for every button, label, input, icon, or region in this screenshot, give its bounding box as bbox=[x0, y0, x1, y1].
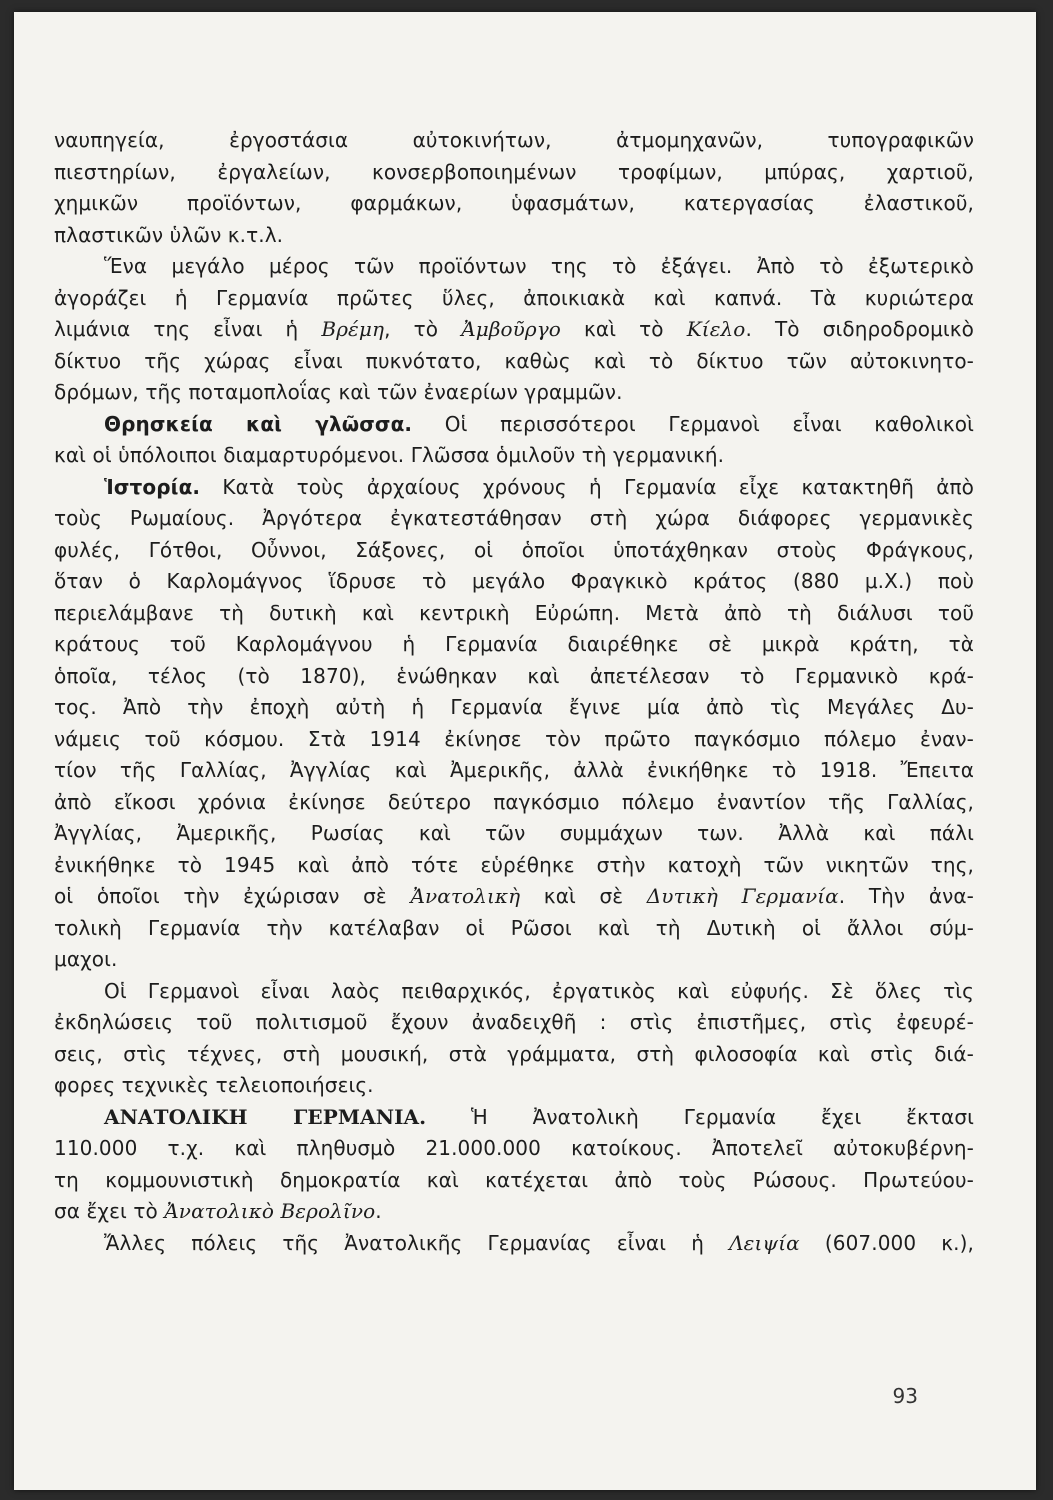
text-line bbox=[54, 472, 974, 504]
text-run: καὶ οἱ ὑπόλοιποι διαμαρτυρόμενοι. Γλῶσσα ὁμιλοῦν τὴ γερμανική. bbox=[54, 443, 725, 467]
text-run: σεις, στὶς τέχνες, στὴ μουσική, στὰ γράμματα, στὴ φιλοσοφία καὶ στὶς διά- bbox=[54, 1041, 974, 1066]
text-line bbox=[54, 629, 974, 661]
text-line bbox=[54, 188, 974, 220]
text-run: δρόμων, τῆς ποταμοπλοΐας καὶ τῶν ἐναερίων γραμμῶν. bbox=[54, 380, 623, 404]
text-line bbox=[54, 724, 974, 756]
text-run: φορες τεχνικὲς τελειοποιήσεις. bbox=[54, 1073, 374, 1097]
text-line bbox=[54, 1039, 974, 1071]
text-run: ἐκδηλώσεις τοῦ πολιτισμοῦ ἔχουν ἀναδειχθῆ : στὶς ἐπιστῆμες, στὶς ἐφευρέ- bbox=[54, 1010, 974, 1034]
text-run: καὶ σὲ bbox=[520, 884, 647, 908]
text-run: οἱ ὁποῖοι τὴν ἐχώρισαν σὲ bbox=[54, 884, 411, 908]
text-run: φυλές, Γότθοι, Οὖννοι, Σάξονες, οἱ ὁποῖοι ὑποτάχθηκαν στοὺς Φράγκους, bbox=[54, 537, 974, 562]
text-run: χημικῶν προϊόντων, φαρμάκων, ὑφασμάτων, κατεργασίας ἐλαστικοῦ, bbox=[54, 191, 974, 215]
text-line bbox=[54, 377, 974, 409]
text-run: Ἡ Ἀνατολικὴ Γερμανία ἔχει ἔκτασι bbox=[426, 1104, 974, 1129]
text-run: τολικὴ Γερμανία τὴν κατέλαβαν οἱ Ρῶσοι καὶ τὴ Δυτικὴ οἱ ἄλλοι σύμ- bbox=[54, 915, 974, 940]
text-run: , τὸ bbox=[384, 317, 462, 341]
section-heading: ΑΝΑΤΟΛΙΚΗ ΓΕΡΜΑΝΙΑ. bbox=[104, 1104, 427, 1129]
book-page bbox=[14, 12, 1036, 1490]
text-run: . bbox=[375, 1199, 382, 1223]
text-line bbox=[54, 409, 974, 441]
text-line bbox=[54, 944, 974, 976]
text-run: πλαστικῶν ὑλῶν κ.τ.λ. bbox=[54, 222, 284, 247]
italic-place-name: Ἀνατολικὸ Βερολῖνο bbox=[164, 1199, 376, 1223]
text-run: μαχοι. bbox=[54, 947, 118, 971]
text-line bbox=[54, 1228, 974, 1260]
page-number: 93 bbox=[892, 1384, 918, 1408]
text-run: 110.000 τ.χ. καὶ πληθυσμὸ 21.000.000 κατοίκους. Ἀποτελεῖ αὐτοκυβέρνη- bbox=[54, 1136, 974, 1160]
text-run: Οἱ περισσότεροι Γερμανοὶ εἶναι καθολικοὶ bbox=[412, 411, 974, 436]
text-run: περιελάμβανε τὴ δυτικὴ καὶ κεντρικὴ Εὐρώπη. Μετὰ ἀπὸ τὴ διάλυσι τοῦ bbox=[54, 600, 974, 625]
text-line bbox=[54, 125, 974, 157]
text-run: πιεστηρίων, ἐργαλείων, κονσερβοποιημένων τροφίμων, μπύρας, χαρτιοῦ, bbox=[54, 159, 974, 184]
text-run: τη κομμουνιστικὴ δημοκρατία καὶ κατέχεται ἀπὸ τοὺς Ρώσους. Πρωτεύου- bbox=[54, 1167, 974, 1192]
text-run: Κατὰ τοὺς ἀρχαίους χρόνους ἡ Γερμανία εἶχε κατακτηθῆ ἀπὸ bbox=[200, 474, 974, 499]
text-run: Οἱ Γερμανοὶ εἶναι λαὸς πειθαρχικός, ἐργατικὸς καὶ εὐφυής. Σὲ ὅλες τὶς bbox=[104, 978, 974, 1003]
italic-place-name: Λειψία bbox=[729, 1230, 800, 1255]
text-line bbox=[54, 976, 974, 1008]
text-run: Ἕνα μεγάλο μέρος τῶν προϊόντων της τὸ ἐξάγει. Ἀπὸ τὸ ἐξωτερικὸ bbox=[104, 254, 974, 278]
text-run: σα ἔχει τὸ bbox=[54, 1199, 165, 1223]
text-line bbox=[54, 1196, 974, 1228]
text-line bbox=[54, 913, 974, 945]
text-line bbox=[54, 220, 974, 252]
text-line bbox=[54, 755, 974, 787]
text-line bbox=[54, 1070, 974, 1102]
text-line bbox=[54, 1007, 974, 1039]
italic-place-name: Βρέμη bbox=[321, 317, 385, 341]
text-run: ἐνικήθηκε τὸ 1945 καὶ ἀπὸ τότε εὑρέθηκε στὴν κατοχὴ τῶν νικητῶν της, bbox=[54, 852, 974, 877]
text-run: κράτους τοῦ Καρλομάγνου ἡ Γερμανία διαιρέθηκε σὲ μικρὰ κράτη, τὰ bbox=[54, 632, 974, 656]
italic-place-name: Ἀνατολικὴ bbox=[410, 884, 521, 908]
text-line bbox=[54, 598, 974, 630]
text-line bbox=[54, 661, 974, 693]
text-run: ἀγοράζει ἡ Γερμανία πρῶτες ὕλες, ἀποικιακὰ καὶ καπνά. Τὰ κυριώτερα bbox=[54, 285, 974, 310]
section-heading: Θρησκεία καὶ γλῶσσα. bbox=[104, 411, 413, 436]
text-line bbox=[54, 692, 974, 724]
text-line bbox=[54, 314, 974, 346]
text-run: τος. Ἀπὸ τὴν ἐποχὴ αὐτὴ ἡ Γερμανία ἔγινε μία ἀπὸ τὶς Μεγάλες Δυ- bbox=[54, 695, 974, 719]
italic-place-name: Ἀμβοῦργο bbox=[461, 317, 561, 341]
text-line bbox=[54, 818, 974, 850]
text-line bbox=[54, 503, 974, 535]
text-line bbox=[54, 251, 974, 283]
text-run: Ἄλλες πόλεις τῆς Ἀνατολικῆς Γερμανίας εἶναι ἡ bbox=[104, 1230, 730, 1255]
text-line bbox=[54, 283, 974, 315]
text-run: (607.000 κ.), bbox=[799, 1230, 974, 1255]
text-run: τοὺς Ρωμαίους. Ἀργότερα ἐγκατεστάθησαν στὴ χώρα διάφορες γερμανικὲς bbox=[54, 506, 974, 530]
italic-place-name: Κίελο bbox=[686, 317, 746, 341]
body-text bbox=[54, 125, 974, 1259]
text-run: Ἀγγλίας, Ἀμερικῆς, Ρωσίας καὶ τῶν συμμάχων των. Ἀλλὰ καὶ πάλι bbox=[54, 821, 974, 845]
text-run: ναυπηγεία, ἐργοστάσια αὐτοκινήτων, ἀτμομηχανῶν, τυπογραφικῶν bbox=[54, 128, 974, 152]
text-run: . Τὴν ἀνα- bbox=[838, 884, 974, 908]
text-line bbox=[54, 1165, 974, 1197]
text-run: ὁποῖα, τέλος (τὸ 1870), ἑνώθηκαν καὶ ἀπετέλεσαν τὸ Γερμανικὸ κρά- bbox=[54, 663, 974, 688]
text-line bbox=[54, 157, 974, 189]
text-line bbox=[54, 1102, 974, 1134]
text-line bbox=[54, 1133, 974, 1165]
text-line bbox=[54, 535, 974, 567]
text-line bbox=[54, 440, 974, 472]
text-run: ὅταν ὁ Καρλομάγνος ἵδρυσε τὸ μεγάλο Φραγκικὸ κράτος (880 μ.Χ.) ποὺ bbox=[54, 569, 974, 593]
text-run: νάμεις τοῦ κόσμου. Στὰ 1914 ἐκίνησε τὸν πρῶτο παγκόσμιο πόλεμο ἐναν- bbox=[54, 726, 974, 751]
text-line bbox=[54, 566, 974, 598]
italic-place-name: Δυτικὴ Γερμανία bbox=[646, 884, 839, 908]
text-line bbox=[54, 850, 974, 882]
text-run: καὶ τὸ bbox=[560, 317, 687, 341]
text-run: τίον τῆς Γαλλίας, Ἀγγλίας καὶ Ἀμερικῆς, ἀλλὰ ἐνικήθηκε τὸ 1918. Ἔπειτα bbox=[54, 758, 974, 782]
text-line bbox=[54, 346, 974, 378]
text-run: δίκτυο τῆς χώρας εἶναι πυκνότατο, καθὼς καὶ τὸ δίκτυο τῶν αὐτοκινητο- bbox=[54, 348, 974, 373]
text-line bbox=[54, 881, 974, 913]
text-line bbox=[54, 787, 974, 819]
text-run: . Τὸ σιδηροδρομικὸ bbox=[745, 317, 974, 341]
text-run: ἀπὸ εἴκοσι χρόνια ἐκίνησε δεύτερο παγκόσμιο πόλεμο ἐναντίον τῆς Γαλλίας, bbox=[54, 789, 974, 814]
text-run: λιμάνια της εἶναι ἡ bbox=[54, 317, 322, 341]
section-heading: Ἱστορία. bbox=[104, 474, 201, 499]
